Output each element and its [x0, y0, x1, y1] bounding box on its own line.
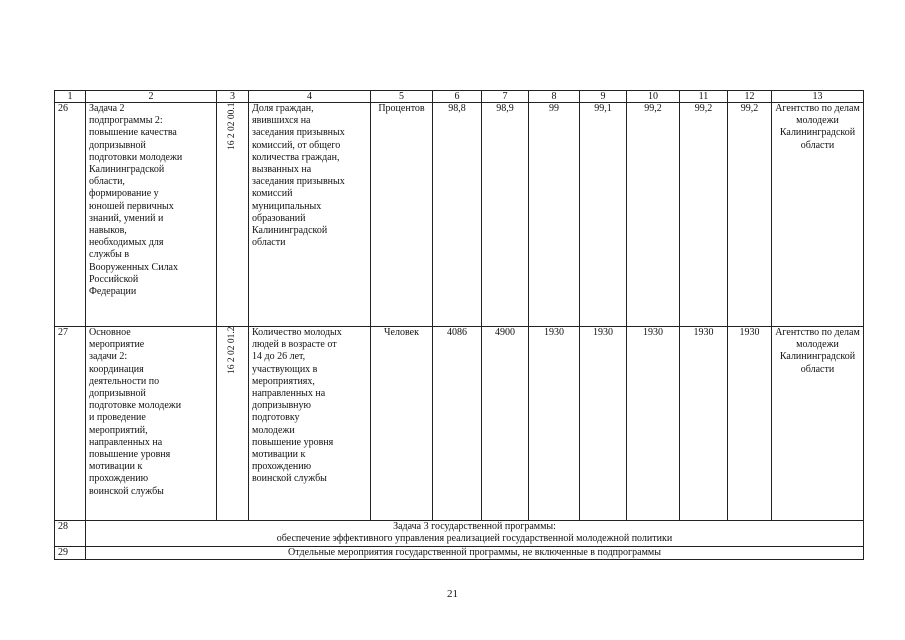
- text-line: подпрограммы 2:: [89, 115, 163, 127]
- program-table: [54, 90, 864, 560]
- value-cell: 98,9: [482, 103, 529, 327]
- row-number: 28: [55, 521, 86, 547]
- unit: Человек: [371, 327, 433, 521]
- text-line: Калининградской: [779, 351, 856, 363]
- text-line: прохождению: [89, 473, 149, 485]
- value-cell: 99: [529, 103, 580, 327]
- task-row: [55, 547, 864, 560]
- budget-code: [217, 103, 249, 327]
- header-cell: 1: [55, 91, 86, 103]
- header-cell: 8: [529, 91, 580, 103]
- value-cell: 99,2: [728, 103, 772, 327]
- value-cell: 1930: [627, 327, 680, 521]
- task-3-description: обеспечение эффективного управления реализацией государственной молодежной политики: [276, 533, 673, 545]
- text-line: допризывной: [89, 139, 146, 151]
- text-line: заседания призывных: [252, 127, 345, 139]
- text-line: Агентство по делам: [775, 103, 860, 114]
- text-line: повышение уровня: [252, 436, 334, 448]
- text-line: Агентство по делам: [775, 327, 860, 338]
- indicator-name: [249, 103, 371, 327]
- text-line: юношей первичных: [89, 200, 174, 212]
- budget-code-text: 16 2 02 00.1: [227, 103, 237, 151]
- indicator-name: [249, 327, 371, 521]
- text-line: Федерации: [89, 286, 137, 298]
- text-line: задачи 2:: [89, 351, 128, 363]
- header-cell: 5: [371, 91, 433, 103]
- text-line: знаний, умений и: [89, 212, 164, 224]
- text-line: участвующих в: [252, 363, 318, 375]
- text-line: мотивации к: [252, 449, 306, 461]
- executor: [772, 327, 864, 521]
- text-line: мотивации к: [89, 461, 143, 473]
- text-line: вызванных на: [252, 164, 312, 176]
- text-line: Калининградской: [89, 164, 165, 176]
- text-line: службы в: [89, 249, 130, 261]
- text-line: мероприятие: [89, 339, 145, 351]
- text-line: области: [800, 139, 835, 151]
- value-cell: 4086: [433, 327, 482, 521]
- text-line: мероприятий,: [89, 424, 148, 436]
- value-cell: 1930: [529, 327, 580, 521]
- text-line: количества граждан,: [252, 151, 340, 163]
- text-line: области,: [89, 176, 125, 188]
- text-line: молодежи: [252, 424, 295, 436]
- row-number: 29: [55, 547, 86, 560]
- text-line: Калининградской: [252, 225, 328, 237]
- text-line: Основное: [89, 327, 131, 338]
- value-cell: 1930: [680, 327, 728, 521]
- text-line: координация: [89, 363, 144, 375]
- text-line: Калининградской: [779, 127, 856, 139]
- text-line: Количество молодых: [252, 327, 342, 338]
- header-cell: 3: [217, 91, 249, 103]
- value-cell: 1930: [728, 327, 772, 521]
- header-cell: 9: [580, 91, 627, 103]
- page-number: 21: [447, 588, 458, 600]
- text-line: прохождению: [252, 461, 312, 473]
- value-cell: 99,2: [627, 103, 680, 327]
- text-line: повышение уровня: [89, 449, 171, 461]
- text-line: формирование у: [89, 188, 159, 200]
- text-line: Задача 2: [89, 103, 125, 114]
- value-cell: 99,2: [680, 103, 728, 327]
- text-line: воинской службы: [252, 473, 327, 485]
- executor: [772, 103, 864, 327]
- task-3-title: Задача 3 государственной программы:: [393, 521, 556, 532]
- text-line: Российской: [89, 273, 139, 285]
- header-cell: 7: [482, 91, 529, 103]
- text-line: подготовке молодежи: [89, 400, 182, 412]
- text-line: допризывной: [89, 388, 146, 400]
- text-line: явившихся на: [252, 115, 311, 127]
- header-cell: 11: [680, 91, 728, 103]
- text-line: необходимых для: [89, 237, 164, 249]
- header-cell: 12: [728, 91, 772, 103]
- text-line: воинской службы: [89, 485, 164, 497]
- value-cell: 98,8: [433, 103, 482, 327]
- value-cell: 4900: [482, 327, 529, 521]
- header-cell: 13: [772, 91, 864, 103]
- text-line: муниципальных: [252, 200, 322, 212]
- text-line: направленных на: [89, 436, 163, 448]
- text-line: людей в возрасте от: [252, 339, 337, 351]
- text-line: молодежи: [796, 115, 839, 127]
- text-line: области: [252, 237, 286, 249]
- text-line: заседания призывных: [252, 176, 345, 188]
- value-cell: 1930: [580, 327, 627, 521]
- row-number: 26: [55, 103, 86, 327]
- header-cell: 2: [86, 91, 217, 103]
- text-line: молодежи: [796, 339, 839, 351]
- text-line: навыков,: [89, 225, 127, 237]
- task-name: [86, 327, 217, 521]
- text-line: комиссий: [252, 188, 293, 200]
- text-line: мероприятиях,: [252, 375, 315, 387]
- value-cell: 99,1: [580, 103, 627, 327]
- table-row: [55, 327, 864, 521]
- budget-code-text: 16 2 02 01.2: [227, 327, 237, 375]
- text-line: Вооруженных Силах: [89, 261, 178, 273]
- row-number: 27: [55, 327, 86, 521]
- text-line: образований: [252, 212, 306, 224]
- text-line: направленных на: [252, 388, 326, 400]
- text-line: и проведение: [89, 412, 146, 424]
- text-line: 14 до 26 лет,: [252, 351, 306, 363]
- text-line: подготовку: [252, 412, 300, 424]
- separate-measures-heading: Отдельные мероприятия государственной программы, не включенные в подпрограммы: [86, 547, 864, 560]
- text-line: допризывную: [252, 400, 312, 412]
- header-cell: 10: [627, 91, 680, 103]
- budget-code: [217, 327, 249, 521]
- table-row: [55, 103, 864, 327]
- task-row: [55, 521, 864, 547]
- text-line: повышение качества: [89, 127, 177, 139]
- task-3-heading: [86, 521, 864, 547]
- unit: Процентов: [371, 103, 433, 327]
- text-line: подготовки молодежи: [89, 151, 183, 163]
- text-line: деятельности по: [89, 375, 160, 387]
- task-name: [86, 103, 217, 327]
- text-line: Доля граждан,: [252, 103, 314, 114]
- text-line: комиссий, от общего: [252, 139, 341, 151]
- header-cell: 4: [249, 91, 371, 103]
- header-row: [55, 91, 864, 103]
- text-line: области: [800, 363, 835, 375]
- header-cell: 6: [433, 91, 482, 103]
